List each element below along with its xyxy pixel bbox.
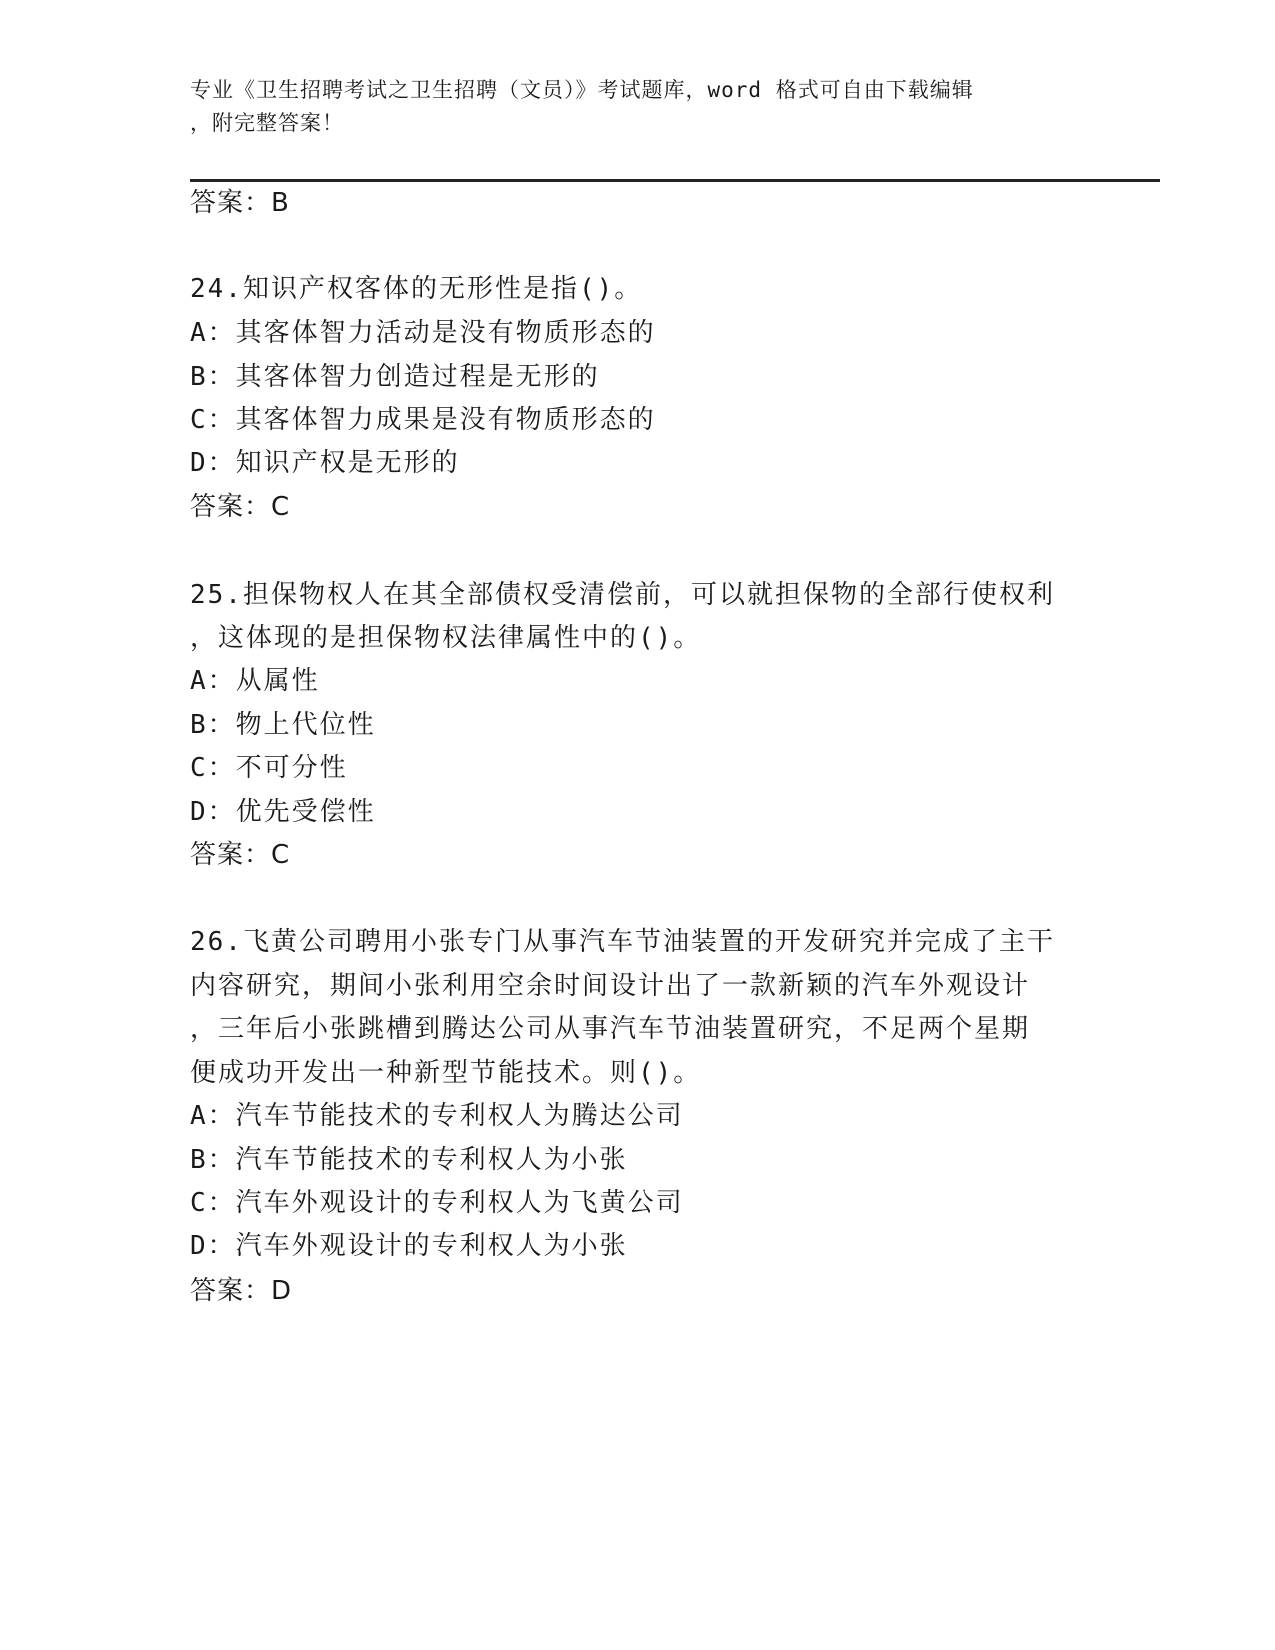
question-24-option-b: B：其客体智力创造过程是无形的 bbox=[190, 362, 600, 392]
header-line-1: 专业《卫生招聘考试之卫生招聘（文员）》考试题库，word 格式可自由下载编辑 bbox=[190, 78, 974, 102]
question-25-answer: 答案：C bbox=[190, 840, 291, 870]
question-26-stem-line-2: 内容研究，期间小张利用空余时间设计出了一款新颖的汽车外观设计 bbox=[190, 971, 1031, 1001]
question-26-stem-line-1: 26.飞黄公司聘用小张专门从事汽车节油装置的开发研究并完成了主干 bbox=[190, 927, 1055, 957]
question-25-option-d: D：优先受偿性 bbox=[190, 797, 376, 827]
question-26-option-d: D：汽车外观设计的专利权人为小张 bbox=[190, 1231, 628, 1261]
previous-answer: 答案：B bbox=[190, 188, 290, 218]
question-25-stem-line-1: 25.担保物权人在其全部债权受清偿前，可以就担保物的全部行使权利 bbox=[190, 580, 1055, 610]
question-24-option-d: D：知识产权是无形的 bbox=[190, 448, 460, 478]
question-25-option-c: C：不可分性 bbox=[190, 753, 348, 783]
question-24-answer: 答案：C bbox=[190, 492, 291, 522]
question-24-option-c: C：其客体智力成果是没有物质形态的 bbox=[190, 405, 656, 435]
question-25-stem-line-2: ，这体现的是担保物权法律属性中的()。 bbox=[190, 623, 702, 653]
question-26-option-a: A：汽车节能技术的专利权人为腾达公司 bbox=[190, 1101, 684, 1131]
question-25-option-b: B：物上代位性 bbox=[190, 710, 376, 740]
question-26-option-b: B：汽车节能技术的专利权人为小张 bbox=[190, 1145, 628, 1175]
header-line-2: ，附完整答案！ bbox=[190, 111, 344, 135]
document-header bbox=[190, 74, 1090, 140]
question-26-option-c: C：汽车外观设计的专利权人为飞黄公司 bbox=[190, 1188, 684, 1218]
question-26-stem-line-3: ，三年后小张跳槽到腾达公司从事汽车节油装置研究，不足两个星期 bbox=[190, 1014, 1031, 1044]
question-24-option-a: A：其客体智力活动是没有物质形态的 bbox=[190, 318, 656, 348]
question-25-option-a: A：从属性 bbox=[190, 666, 320, 696]
question-24-stem-line-1: 24.知识产权客体的无形性是指()。 bbox=[190, 274, 643, 304]
header-divider bbox=[190, 179, 1160, 182]
question-26-answer: 答案：D bbox=[190, 1276, 293, 1306]
question-26-stem-line-4: 便成功开发出一种新型节能技术。则()。 bbox=[190, 1058, 702, 1088]
